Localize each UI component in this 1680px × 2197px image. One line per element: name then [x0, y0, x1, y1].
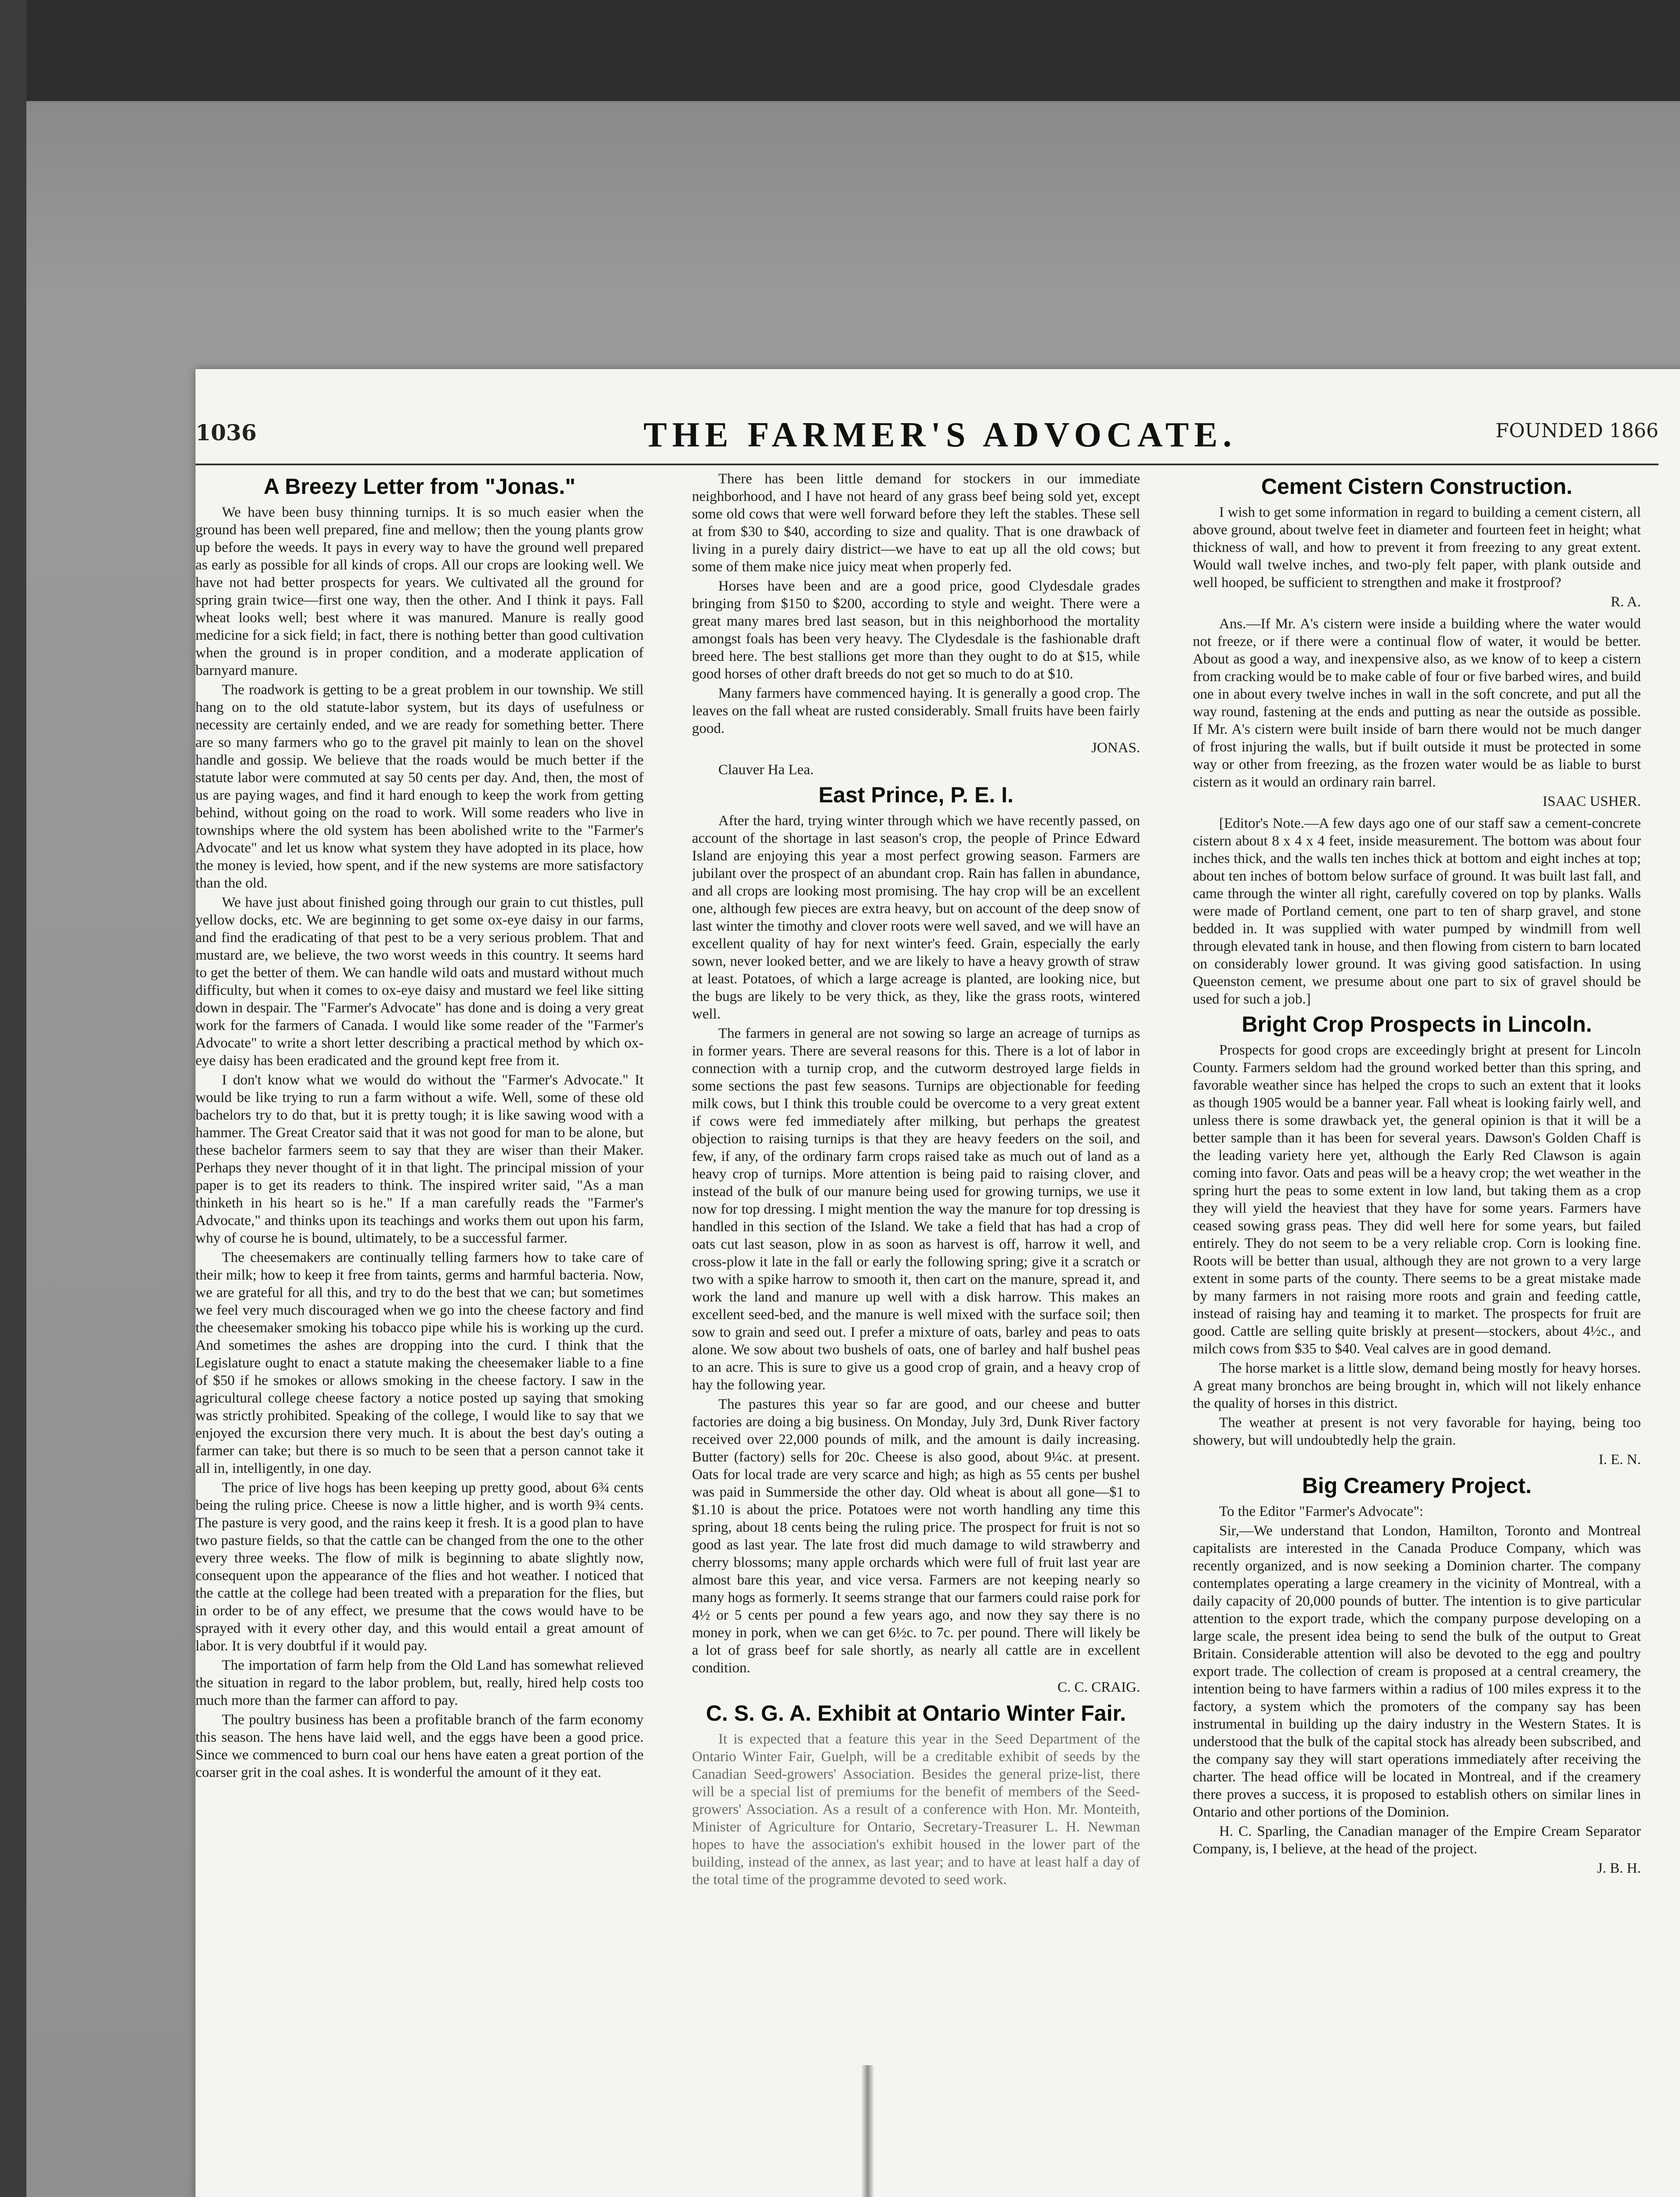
article-title: Bright Crop Prospects in Lincoln.: [1242, 1012, 1592, 1037]
article-signature: ISAAC USHER.: [1542, 794, 1641, 809]
article-paragraph: We have just about finished going through our grain to cut thistles, pull yellow docks, etc. We are beginning to get some ox-eye daisy in our farms, and find the eradicating of that pest to be a very serious problem. That and mustard are, we believe, the two worst weeds in this country. It seems hard to get the better of them. We can handle wild oats and mustard without much difficulty, but when it comes to ox-eye daisy and mustard we feel like sitting down in despair. The "Farmer's Advocate" has done and is doing a very great work for the farmers of Canada. I would like some reader of the "Farmer's Advocate" to write a short letter describing a practical method by which ox-eye daisy has been eradicated and the ground kept free from it.: [196, 895, 644, 1069]
article-paragraph: Sir,—We understand that London, Hamilton, Toronto and Montreal capitalists are interested in the Canada Produce Company, which was recently organized, and is now seeking a Dominion charter. The company contemplates operating a large creamery in the vicinity of Montreal, with a daily capacity of 20,000 pounds of butter. The intention is to give particular attention to the export trade, which the company purpose developing on a large scale, the present idea being to send the bulk of the output to Great Britain. Considerable attention will also be devoted to the egg and poultry export trade. The collection of cream is proposed at a central creamery, the intention being to have farmers within a radius of 100 miles express it to the factory, a system which the promoters of the company say has been instrumental in building up the dairy industry in the Western States. It is understood that the bulk of the capital stock has already been subscribed, and the company say they will start operations immediately after receiving the charter. The head office will be located in Montreal, and if the creamery there proves a success, it is proposed to establish others on similar lines in Ontario and other portions of the Dominion.: [1193, 1523, 1641, 1820]
article-paragraph: It is expected that a feature this year in the Seed Department of the Ontario Winter Fair, Guelph, will be a creditable exhibit of seeds by the Canadian Seed-growers' Association. Besides the general prize-list, there will be a special list of premiums for the benefit of members of the Seed-growers' Association. As a result of a conference with Hon. Mr. Monteith, Minister of Agriculture for Ontario, Secretary-Treasurer L. H. Newman hopes to have the association's exhibit housed in the lower part of the building, instead of the annex, as last year; and to have at least half a day of the total time of the programme devoted to seed work.: [692, 1731, 1140, 1888]
article-paragraph: The price of live hogs has been keeping up pretty good, about 6¾ cents being the ruling price. Cheese is now a little higher, and is worth 9¾ cents. The pasture is very good, and the rains keep it fresh. It is a good plan to have two pasture fields, so that the cattle can be changed from the one to the other every three weeks. The flow of milk is beginning to abate slightly now, consequent upon the appearance of the flies and hot weather. I noticed that the cattle at the college had been treated with a preparation for the flies, but in order to be of any effect, we presume that the cows would have to be sprayed with it every other day, and this would entail a great amount of labor. It is very doubtful if it would pay.: [196, 1480, 644, 1654]
article-paragraph: I don't know what we would do without the "Farmer's Advocate." It would be like trying to run a farm without a wife. Well, some of these old bachelors try to do that, but it is pretty tough; it is like sawing wood with a hammer. The Great Creator said that it was not good for man to be alone, but these bachelor farmers seem to say that they are wiser than their Maker. Perhaps they never thought of it in that light. The principal mission of your paper is to get its readers to think. The inspired writer said, "As a man thinketh in his heart so is he." If a man carefully reads the "Farmer's Advocate," and thinks upon its teachings and works them out upon his farm, why of course he is bound, ultimately, to be a successful farmer.: [196, 1072, 644, 1246]
article-paragraph: Horses have been and are a good price, good Clydesdale grades bringing from $150 to $200, according to style and weight. There were a great many mares bred last season, but in this neighborhood the mortality amongst foals has been very heavy. The Clydesdale is the fashionable draft breed here. The best stallions get more than they ought to do at $15, while good horses of other draft breeds do not get so much to do at $10.: [692, 578, 1140, 682]
article-paragraph: Ans.—If Mr. A's cistern were inside a building where the water would not freeze, or if there were a continual flow of water, it would be better. About as good a way, and inexpensive also, as we know of to keep a cistern from cracking would be to make cable of four or five barbed wires, and build one in about every twelve inches in wall in the soft concrete, and put all the way round, fastening at the ends and putting as near the outside as possible. If Mr. A's cistern were built inside of barn there would not be much danger of frost injuring the walls, but if built outside it must be protected in some way or other from freezing, as the frozen water would be as liable to burst cistern as it would an ordinary rain barrel.: [1193, 616, 1641, 790]
article-paragraph: The farmers in general are not sowing so large an acreage of turnips as in former years. There are several reasons for this. There is a lot of labor in connection with a turnip crop, and the cutworm destroyed large fields in some sections the past few seasons. Turnips are objectionable for feeding milk cows, but I think this trouble could be overcome to a very great extent if cows were fed immediately after milking, but perhaps the greatest objection to raising turnips is that they are heavy feeders on the soil, and few, if any, of the ordinary farm crops raised take as much out of land as a heavy crop of turnips. More attention is being paid to raising clover, and instead of the bulk of our manure being used for growing turnips, we use it now for top dressing. I might mention the way the manure for top dressing is handled in this section of the Island. We take a field that has had a crop of oats cut last season, plow in as soon as harvest is off, harrow it well, and cross-plow it late in the fall or early the following spring; give it a scratch or two with a spike harrow to smooth it, then cart on the manure, spread it, and work the land and manure up well with a disk harrow. This makes an excellent seed-bed, and the manure is well mixed with the surface soil; then sow to grain and seed out. I prefer a mixture of oats, barley and peas to oats alone. We sow about two bushels of oats, one of barley and half bushel peas to an acre. This is sure to give us a good crop of grain, and a heavy crop of hay the following year.: [692, 1026, 1140, 1393]
column-2: [692, 470, 1140, 2197]
column-1: [196, 470, 644, 2197]
scan-dark-edge-top: [0, 0, 1680, 101]
article-title: A Breezy Letter from "Jonas.": [264, 474, 576, 499]
article-paragraph: The importation of farm help from the Old Land has somewhat relieved the situation in regard to the labor problem, but, really, hired help costs too much more than the farmer can afford to pay.: [196, 1657, 644, 1708]
article-title: Cement Cistern Construction.: [1261, 474, 1573, 499]
column-3: [1193, 470, 1641, 2197]
article-salutation: To the Editor "Farmer's Advocate":: [1219, 1504, 1423, 1519]
newspaper-page: [196, 369, 1680, 2197]
article-paragraph: [Editor's Note.—A few days ago one of our staff saw a cement-concrete cistern about 8 x 4 x 4 feet, inside measurement. The bottom was about four inches thick, and the walls ten inches thick at bottom and eight inches at top; about ten inches of bottom below surface of ground. It was built last fall, and came through the winter all right, carefully covered on top by planks. Walls were made of Portland cement, one part to ten of sharp gravel, and stone bedded in. It was supplied with water pumped by windmill from well through elevated tank in house, and then flowing from cistern to barn located on considerably lower ground. It was giving good satisfaction. In using Queenston cement, we presume about one part to six of gravel should be used for such a job.]: [1193, 816, 1641, 1007]
article-paragraph: H. C. Sparling, the Canadian manager of the Empire Cream Separator Company, is, I believe, at the head of the project.: [1193, 1824, 1641, 1857]
founded-label: FOUNDED 1866: [1495, 420, 1658, 442]
scan-dark-edge-left: [0, 0, 26, 2197]
article-signature: C. C. CRAIG.: [1057, 1679, 1140, 1695]
paper-crease-shadow: [861, 2065, 874, 2197]
article-paragraph: Many farmers have commenced haying. It is generally a good crop. The leaves on the fall wheat are rusted considerably. Small fruits have been fairly good.: [692, 685, 1140, 736]
article-signature: I. E. N.: [1598, 1452, 1641, 1468]
article-paragraph: Prospects for good crops are exceedingly bright at present for Lincoln County. Farmers seldom had the ground worked better than this spring, and favorable weather since has helped the crops to such an extent that it looks as though 1905 would be a banner year. Fall wheat is looking fairly well, and unless there is some drawback yet, the general opinion is that it will be a better sample than it has been for several years. Dawson's Golden Chaff is the leading variety here yet, although the Early Red Clawson is again coming into favor. Oats and peas will be a heavy crop; the wet weather in the spring hurt the peas to some extent in low land, but taking them as a crop they will yield the heaviest that they have for some years. Farmers have ceased sowing grass peas. They did well here for some years, but failed entirely. They do not seem to be a very reliable crop. Corn is looking fine. Roots will be better than usual, although they are not grown to a very large extent in some parts of the county. There seems to be a great mistake made by many farmers in not raising more roots and grain and feeding cattle, instead of raising hay and teaming it to market. The prospects for fruit are good. Cattle are selling quite briskly at present—stockers, about 4½c., and milch cows from $35 to $40. Veal calves are in good demand.: [1193, 1042, 1641, 1357]
article-signature: JONAS.: [1091, 740, 1140, 756]
page-number: 1036: [196, 420, 257, 446]
query-signature: R. A.: [1611, 594, 1641, 610]
header-rule: [196, 464, 1658, 465]
article-title: C. S. G. A. Exhibit at Ontario Winter Fair.: [706, 1701, 1126, 1726]
article-paragraph: The cheesemakers are continually telling farmers how to take care of their milk; how to keep it free from taints, germs and harmful bacteria. Now, we are grateful for all this, and try to do the best that we can; but sometimes we feel very much discouraged when we go into the cheese factory and find the cheesemaker smoking his tobacco pipe while his is working up the curd. And sometimes the ashes are dropping into the curd. I think that the Legislature ought to enact a statute making the cheesemaker liable to a fine of $50 if he smokes or allows smoking in the cheese factory. I saw in the agricultural college cheese factory a notice posted up saying that smoking was strictly prohibited. Speaking of the college, I would like to say that we enjoyed the excursion there very much. It is about the best day's outing a farmer can take; but there is so much to be seen that a person cannot take it all in, intelligently, in one day.: [196, 1250, 644, 1476]
article-paragraph: The roadwork is getting to be a great problem in our township. We still hang on to the old statute-labor system, but its days of usefulness or necessity are certainly ended, and we are ready for something better. There are so many farmers who go to the gravel pit mainly to lean on the shovel handle and gossip. We believe that the roads would be much better if the statute labor were commuted at say 50 cents per day. And, then, the most of us are paying wages, and find it hard enough to keep the work from getting behind, without going on the road to work. Will some readers who live in townships where the old system has been abolished write to the "Farmer's Advocate" and let us know what system they have adopted in its place, how the money is levied, how spent, and if the new systems are more satisfactory than the old.: [196, 682, 644, 891]
article-signature: J. B. H.: [1597, 1860, 1641, 1876]
article-paragraph: There has been little demand for stockers in our immediate neighborhood, and I have not heard of any grass beef being sold yet, except some old cows that were well forward before they left the stables. These sell at from $30 to $40, according to size and quality. That is one drawback of living in a purely dairy district—we have to eat up all the old cows; but some of them make nice juicy meat when properly fed.: [692, 471, 1140, 575]
article-paragraph: I wish to get some information in regard to building a cement cistern, all above ground, about twelve feet in diameter and fourteen feet in height; what thickness of wall, and how to prevent it from freezing to any great extent. Would wall twelve inches, and two-ply felt paper, with plank outside and well hooped, be sufficient to strengthen and make it frostproof?: [1193, 504, 1641, 591]
article-paragraph: The pastures this year so far are good, and our cheese and butter factories are doing a big business. On Monday, July 3rd, Dunk River factory received over 22,000 pounds of milk, and the amount is daily increasing. Butter (factory) sells for 20c. Cheese is also good, about 9¼c. at present. Oats for local trade are very scarce and high; as high as 55 cents per bushel was paid in Summerside the other day. Old wheat is about all gone—$1 to $1.10 is about the price. Potatoes were not worth handling any time this spring, about 18 cents being the ruling price. The prospect for fruit is not so good as last year. The late frost did much damage to wild strawberry and cherry blossoms; many apple orchards which were full of fruit last year are almost bare this year, and vice versa. Farmers are not keeping nearly so many hogs as formerly. It seems strange that our farmers could raise pork for 4½ or 5 cents per pound a few years ago, and now they say there is no money in pork, when we can get 6½c. to 7c. per pound. There will likely be a lot of grass beef for sale shortly, as nearly all cattle are in excellent condition.: [692, 1396, 1140, 1676]
masthead: THE FARMER'S ADVOCATE.: [643, 416, 1237, 454]
article-title: East Prince, P. E. I.: [818, 783, 1014, 807]
article-title: Big Creamery Project.: [1302, 1473, 1532, 1498]
article-paragraph: After the hard, trying winter through which we have recently passed, on account of the shortage in last season's crop, the people of Prince Edward Island are enjoying this year a most perfect growing season. Farmers are jubilant over the prospect of an abundant crop. Rain has fallen in abundance, and all crops are looking most promising. The hay crop will be an excellent one, although few pieces are extra heavy, but on account of the deep snow of last winter the timothy and clover roots were well saved, and we will have an excellent quality of hay for next winter's feed. Grain, especially the early sown, never looked better, and we are likely to have a heavy growth of straw at least. Potatoes, of which a large acreage is planted, are looking nice, but the bugs are likely to be very thick, as they, like the grass roots, wintered well.: [692, 813, 1140, 1022]
article-paragraph: The weather at present is not very favorable for haying, being too showery, but will undoubtedly help the grain.: [1193, 1415, 1641, 1448]
article-paragraph: The poultry business has been a profitable branch of the farm economy this season. The hens have laid well, and the eggs have been a good price. Since we commenced to burn coal our hens have eaten a great portion of the coarser grit in the coal ashes. It is wonderful the amount of it they eat.: [196, 1712, 644, 1780]
article-location: Clauver Ha Lea.: [718, 762, 814, 778]
page-header: [196, 416, 1680, 464]
article-paragraph: The horse market is a little slow, demand being mostly for heavy horses. A great many bronchos are being brought in, which will not likely enhance the quality of horses in this district.: [1193, 1360, 1641, 1411]
article-paragraph: We have been busy thinning turnips. It is so much easier when the ground has been well prepared, fine and mellow; then the young plants grow up before the weeds. It pays in every way to have the ground well prepared as early as possible for all kinds of crops. All our crops are looking well. We have not had better prospects for years. We cultivated all the ground for spring grain twice—first one way, then the other. And I think it pays. Fall wheat looks well; best where it was manured. Manure is really good medicine for a sick field; in fact, there is nothing better than good cultivation when the ground is in proper condition, and a moderate application of barnyard manure.: [196, 504, 644, 678]
